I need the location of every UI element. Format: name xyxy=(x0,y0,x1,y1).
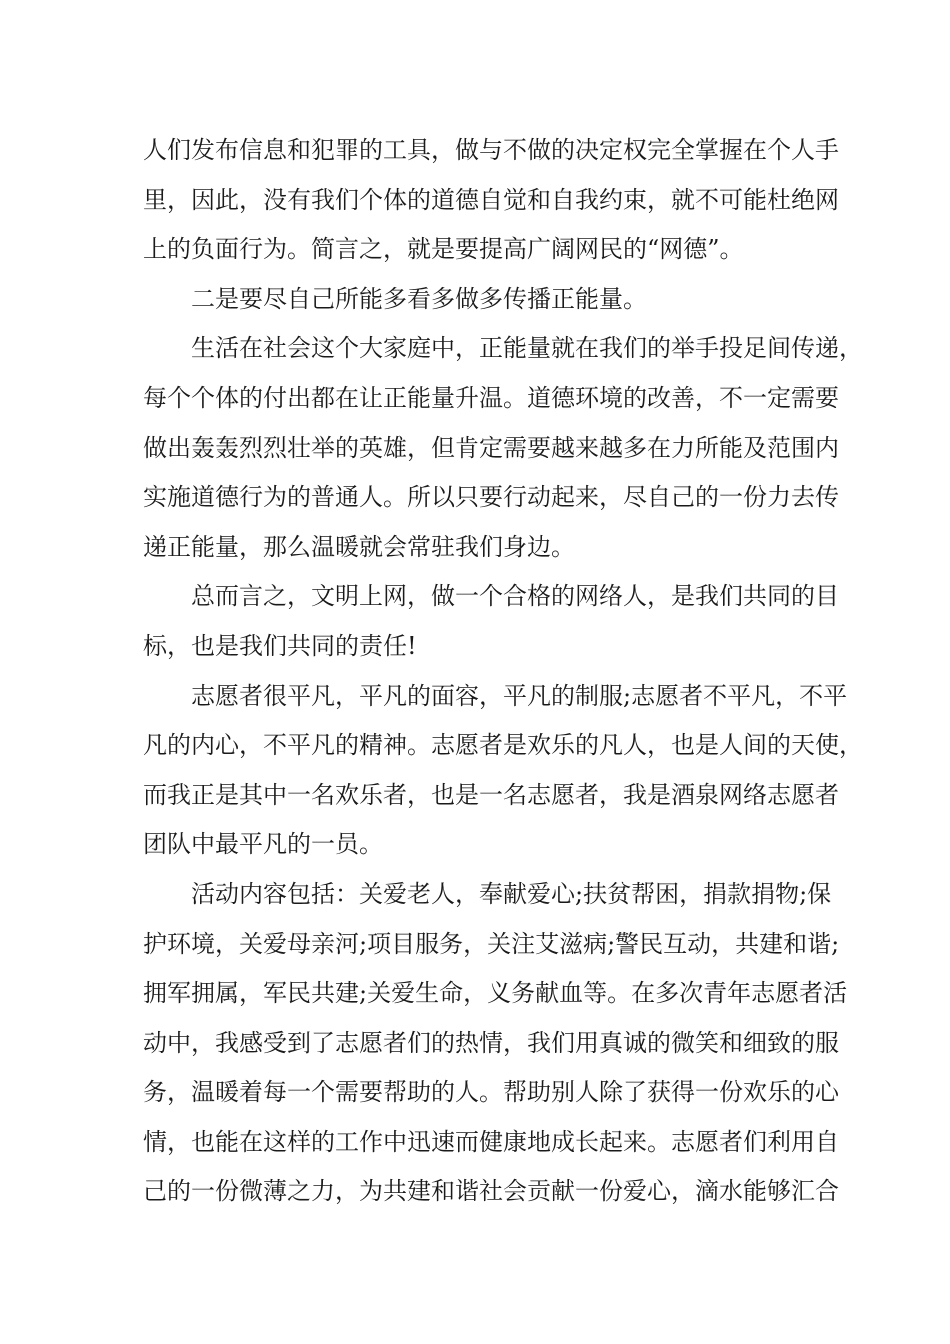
paragraph-2 xyxy=(143,275,815,325)
text-line: 实施道德行为的普通人。所以只要行动起来，尽自己的一份力去传 xyxy=(143,483,839,512)
paragraph-3 xyxy=(143,324,863,572)
text-line: 总而言之，文明上网，做一个合格的网络人，是我们共同的目 xyxy=(191,582,839,611)
paragraph-1 xyxy=(143,126,839,275)
text-line: 每个个体的付出都在让正能量升温。道德环境的改善，不一定需要 xyxy=(143,383,839,412)
text-line: 上的负面行为。简言之，就是要提高广阔网民的“网德”。 xyxy=(143,235,744,264)
document-body xyxy=(143,126,863,1217)
text-line: 标，也是我们共同的责任! xyxy=(143,631,417,660)
text-line: 人们发布信息和犯罪的工具，做与不做的决定权完全掌握在个人手 xyxy=(143,136,839,164)
text-line: 护环境，关爱母亲河;项目服务，关注艾滋病;警民互动，共建和谐; xyxy=(143,929,840,958)
text-line: 情，也能在这样的工作中迅速而健康地成长起来。志愿者们利用自 xyxy=(143,1127,839,1156)
text-line: 生活在社会这个大家庭中，正能量就在我们的举手投足间传递， xyxy=(191,334,863,363)
text-line: 团队中最平凡的一员。 xyxy=(143,830,383,859)
paragraph-6 xyxy=(143,870,848,1217)
text-line: 拥军拥属，军民共建;关爱生命，义务献血等。在多次青年志愿者活 xyxy=(143,979,848,1008)
text-line: 里，因此，没有我们个体的道德自觉和自我约束，就不可能杜绝网 xyxy=(143,185,839,214)
paragraph-5 xyxy=(143,672,863,870)
text-line: 做出轰轰烈烈壮举的英雄，但肯定需要越来越多在力所能及范围内 xyxy=(143,433,839,462)
text-line: 动中，我感受到了志愿者们的热情，我们用真诚的微笑和细致的服 xyxy=(143,1028,839,1057)
text-line: 活动内容包括：关爱老人，奉献爱心;扶贫帮困，捐款捐物;保 xyxy=(191,879,832,908)
text-line: 而我正是其中一名欢乐者，也是一名志愿者，我是酒泉网络志愿者 xyxy=(143,780,839,809)
paragraph-4 xyxy=(143,572,839,671)
text-line: 二是要尽自己所能多看多做多传播正能量。 xyxy=(191,284,647,313)
text-line: 务，温暖着每一个需要帮助的人。帮助别人除了获得一份欢乐的心 xyxy=(143,1078,839,1107)
text-line: 志愿者很平凡，平凡的面容，平凡的制服;志愿者不平凡，不平 xyxy=(191,681,848,710)
text-line: 凡的内心，不平凡的精神。志愿者是欢乐的凡人，也是人间的天使， xyxy=(143,731,863,760)
text-line: 递正能量，那么温暖就会常驻我们身边。 xyxy=(143,532,575,561)
text-line: 己的一份微薄之力，为共建和谐社会贡献一份爱心，滴水能够汇合 xyxy=(143,1177,839,1206)
